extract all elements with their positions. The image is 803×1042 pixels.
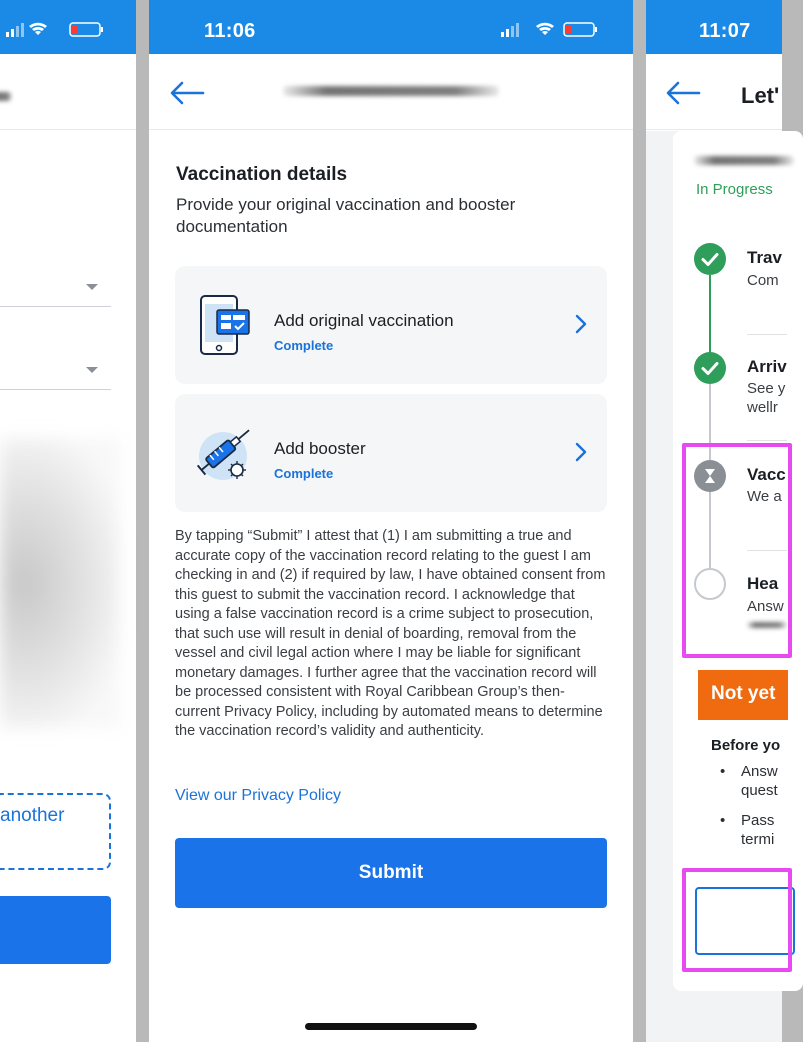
redacted-image (0, 438, 120, 728)
alert-text: Not yet (711, 683, 776, 704)
dropdown-underline (0, 306, 111, 307)
card-status: Complete (274, 338, 334, 353)
status-bar (149, 0, 633, 54)
card-status: Complete (274, 466, 334, 481)
progress-status: In Progress (696, 181, 773, 198)
section-subtitle: Provide your original vaccination and booster documentation (176, 195, 516, 236)
chevron-right-icon (575, 314, 587, 334)
step-subtitle: Answ (747, 598, 784, 615)
check-icon (694, 243, 726, 275)
page-title: Let' (741, 83, 780, 108)
status-time: 11:06 (204, 20, 256, 42)
nav-bar (646, 54, 782, 130)
privacy-policy-link[interactable]: View our Privacy Policy (175, 787, 341, 804)
section-title: Vaccination details (176, 164, 348, 185)
card-title: Add original vaccination (274, 311, 454, 330)
home-indicator (305, 1023, 477, 1030)
dropdown-caret-icon[interactable] (86, 367, 98, 373)
redacted-title (283, 86, 499, 96)
attestation-text: By tapping “Submit” I attest that (1) I am submitting a true and accurate copy of the vaccination record relating to the guest I am checking in and (2) if required by law, I have obtained consent from this guest to submit the vaccination record. I acknowledge that using a false vaccination record is a crime subject to prosecution, that such use will result in denial of boarding, removal from the vessel and civil legal action where I may be liable for significant monetary damages. I further agree that the vaccination record will be processed consistent with Royal Caribbean Group’s then-current Privacy Policy, including by automated means to determine the vaccination record’s validity and authenticity. (175, 528, 606, 739)
before-heading: Before yo (711, 737, 781, 754)
step-title: Trav (747, 248, 782, 267)
status-bar (0, 0, 136, 54)
status-bar (646, 0, 782, 54)
redacted-title (0, 92, 12, 101)
step-title: Arriv (747, 357, 787, 376)
back-arrow-icon[interactable] (169, 81, 205, 105)
highlight-box (682, 868, 792, 972)
step-title: Vacc (747, 465, 786, 484)
submit-button[interactable]: Submit (175, 838, 607, 908)
dropdown-caret-icon[interactable] (86, 284, 98, 290)
step-subtitle: Com (747, 272, 779, 289)
add-original-vaccination-card[interactable] (175, 266, 607, 384)
nav-bar (0, 54, 136, 130)
step-subtitle: wellr (747, 399, 778, 416)
redacted-text (694, 156, 794, 165)
card-title: Add booster (274, 439, 366, 458)
phone-vaccination-card-icon (195, 294, 257, 356)
check-icon (694, 352, 726, 384)
step-subtitle: See y (747, 380, 786, 397)
add-booster-card[interactable] (175, 394, 607, 512)
left-phone-screen (0, 0, 136, 1042)
nav-bar (149, 54, 633, 130)
divider (747, 440, 787, 441)
divider (747, 334, 787, 335)
add-another-label: another (0, 805, 65, 826)
timeline-line (709, 275, 711, 355)
step-title: Hea (747, 574, 779, 593)
right-phone-screen: 11:07 Let' In Progress Trav Com Arriv See y wellr Vacc We a Hea Answ Not yet Before yo • Answ quest • Pass termi (646, 0, 782, 1042)
main-content (149, 131, 633, 1042)
status-time: 11:07 (699, 20, 751, 42)
dropdown-underline (0, 389, 111, 390)
status-icons (501, 21, 601, 37)
status-icons (6, 21, 106, 37)
middle-phone-screen (149, 0, 633, 1042)
back-arrow-icon[interactable] (665, 81, 701, 105)
step-subtitle[interactable]: We a (747, 488, 782, 505)
syringe-virus-icon (195, 422, 257, 484)
chevron-right-icon (575, 442, 587, 462)
highlight-box (682, 443, 792, 658)
primary-button[interactable] (0, 896, 111, 964)
